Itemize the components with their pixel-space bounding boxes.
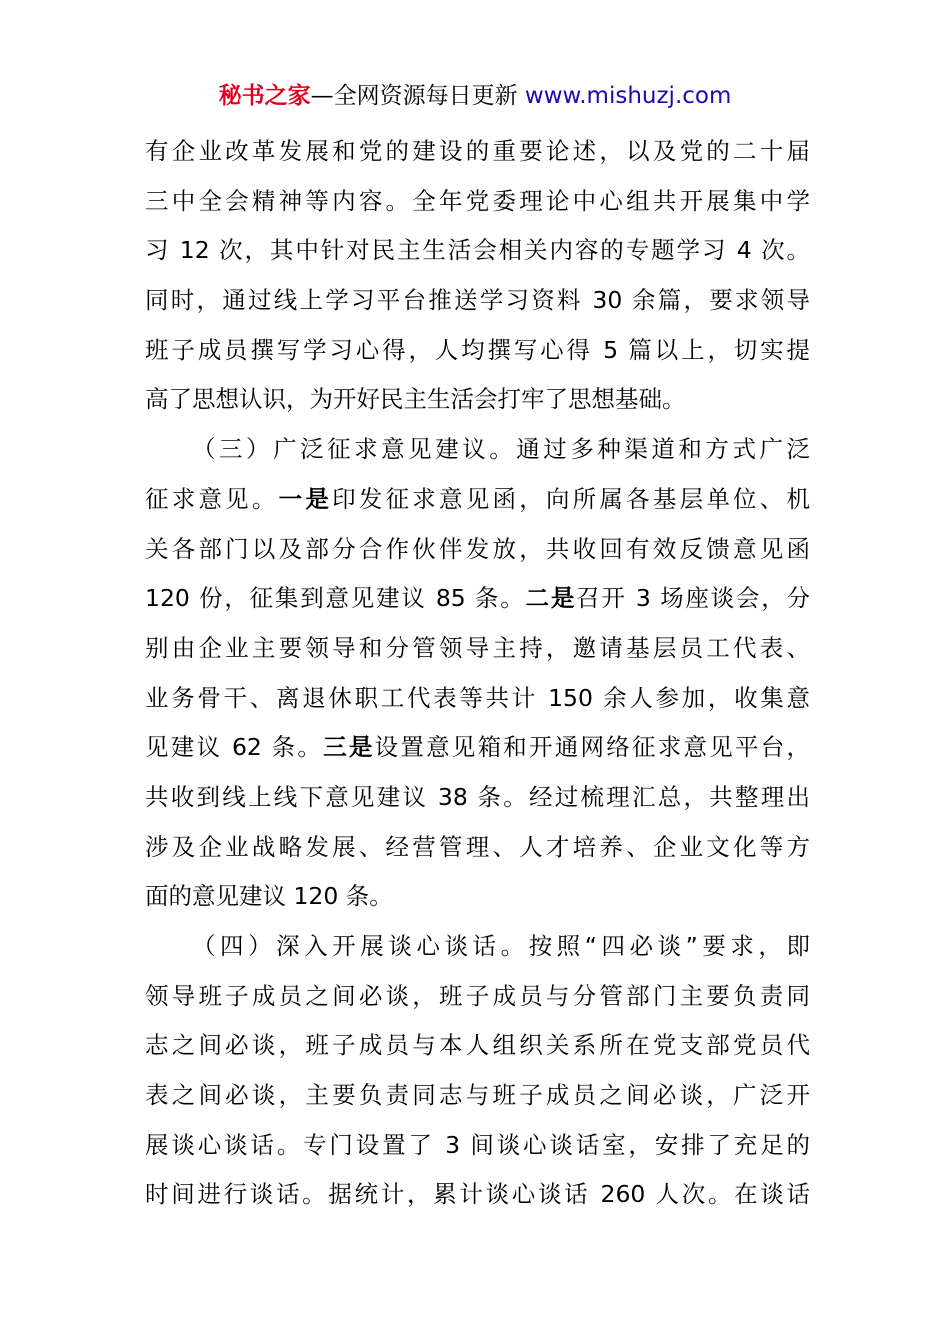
text-segment: 征求意见。 [145,484,279,513]
section-heading-line: （三）广泛征求意见建议。通过多种渠道和方式广泛 [192,435,810,464]
text-segment: 设置意见箱和开通网络征求意见平台， [374,733,811,762]
text-line: 同时，通过线上学习平台推送学习资料 30 余篇，要求领导 [145,286,810,315]
site-brand: 秘书之家 [218,83,311,109]
section-heading-line: （四）深入开展谈心谈话。按照“四必谈”要求，即 [192,932,810,960]
site-header [0,80,950,112]
text-segment: 见建议 62 条。 [145,733,324,762]
text-line: 展谈心谈话。专门设置了 3 间谈心谈话室，安排了充足的 [145,1130,810,1159]
text-line: 表之间必谈，主要负责同志与班子成员之间必谈，广泛开 [145,1081,810,1110]
text-line: 时间进行谈话。据统计，累计谈心谈话 260 人次。在谈话 [145,1180,810,1209]
bold-marker: 三是 [323,733,375,762]
text-line [145,723,810,773]
text-line: 共收到线上线下意见建议 38 条。经过梳理汇总，共整理出 [145,782,810,811]
text-line: 志之间必谈，班子成员与本人组织关系所在党支部党员代 [145,1031,810,1060]
text-line [145,574,810,624]
text-line: 涉及企业战略发展、经营管理、人才培养、企业文化等方 [145,832,810,861]
text-line: 别由企业主要领导和分管领导主持，邀请基层员工代表、 [145,633,810,662]
text-segment: 印发征求意见函，向所属各基层单位、机 [332,484,811,513]
text-line: 高了思想认识，为开好民主生活会打牢了思想基础。 [145,385,686,414]
text-line: 班子成员撰写学习心得，人均撰写心得 5 篇以上，切实提 [145,335,810,364]
text-line: 业务骨干、离退休职工代表等共计 150 余人参加，收集意 [145,683,810,712]
text-line [145,475,810,525]
document-body [145,127,810,1220]
text-segment: 120 份，征集到意见建议 85 条。 [145,584,526,613]
text-line: 领导班子成员之间必谈，班子成员与分管部门主要负责同 [145,981,810,1010]
bold-marker: 二是 [525,584,577,613]
text-line: 习 12 次，其中针对民主生活会相关内容的专题学习 4 次。 [145,236,810,265]
site-tagline: —全网资源每日更新 [310,83,518,109]
bold-marker: 一是 [278,484,333,513]
text-line: 有企业改革发展和党的建设的重要论述，以及党的二十届 [145,137,810,165]
text-line: 三中全会精神等内容。全年党委理论中心组共开展集中学 [145,186,810,215]
text-line: 关各部门以及部分合作伙伴发放，共收回有效反馈意见函 [145,534,810,563]
text-segment: 召开 3 场座谈会，分 [576,584,810,613]
site-url-link[interactable]: www.mishuzj.com [524,83,732,109]
text-line: 面的意见建议 120 条。 [145,882,393,911]
